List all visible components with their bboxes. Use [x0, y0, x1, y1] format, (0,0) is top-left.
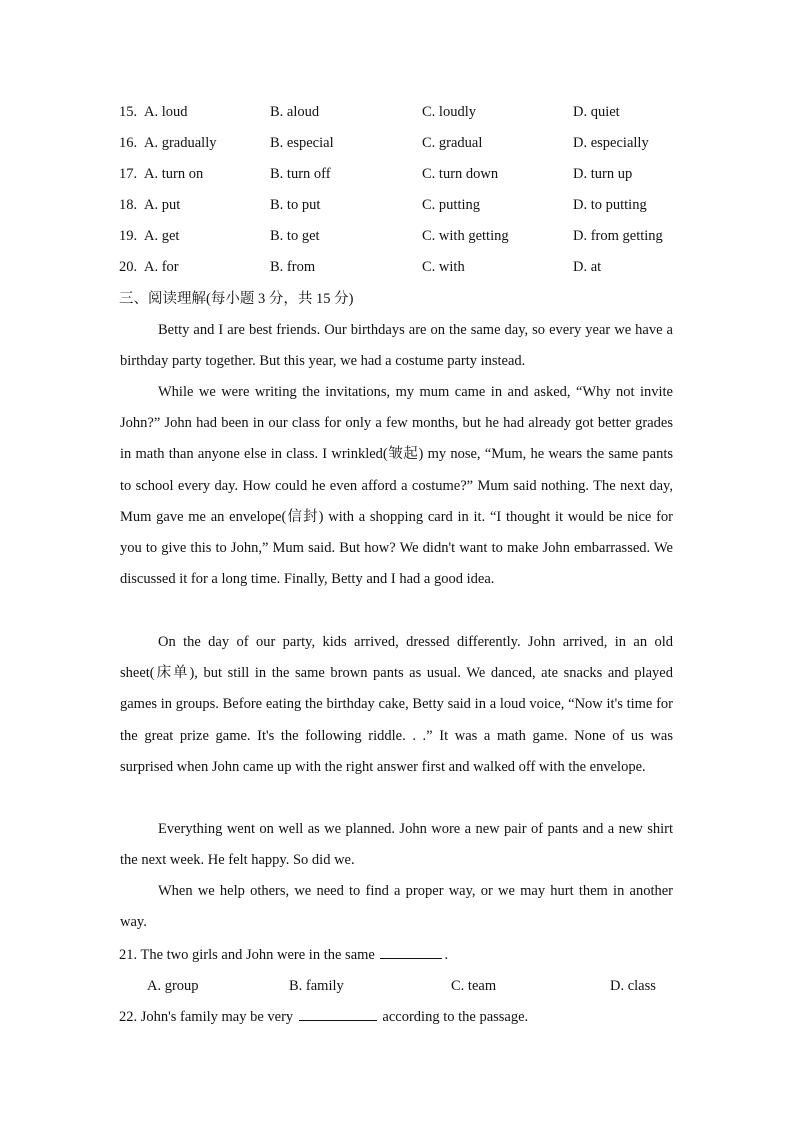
option-a: A. group	[147, 978, 199, 994]
option-c: C. loudly	[422, 104, 476, 120]
option-number: 20.	[119, 259, 138, 275]
question-21-options	[0, 975, 794, 997]
option-b: B. to put	[270, 197, 321, 213]
option-number: 18.	[119, 197, 138, 213]
option-row-19	[0, 225, 794, 247]
option-row-16	[0, 132, 794, 154]
question-21	[119, 944, 448, 966]
option-c: C. with	[422, 259, 465, 275]
option-number: 15.	[119, 104, 138, 120]
passage-paragraph-4: Everything went on well as we planned. John wore a new pair of pants and a new shirt the next week. He felt happy. So did we.	[120, 821, 673, 869]
option-a: A. get	[144, 228, 180, 244]
option-number: 17.	[119, 166, 138, 182]
option-d: D. at	[573, 259, 602, 275]
option-b: B. to get	[270, 228, 320, 244]
option-a: A. loud	[144, 104, 188, 120]
option-b: B. especial	[270, 135, 334, 151]
option-d: D. especially	[573, 135, 649, 151]
option-a: A. gradually	[144, 135, 217, 151]
question-stem: 21. The two girls and John were in the same	[119, 947, 375, 963]
answer-blank	[299, 1006, 377, 1021]
option-c: C. putting	[422, 197, 481, 213]
option-b: B. aloud	[270, 104, 320, 120]
option-row-17	[0, 163, 794, 185]
answer-blank	[380, 944, 442, 959]
question-stem: 22. John's family may be very	[119, 1009, 294, 1025]
option-b: B. from	[270, 259, 316, 275]
option-d: D. quiet	[573, 104, 620, 120]
option-number: 16.	[119, 135, 138, 151]
option-b: B. turn off	[270, 166, 331, 182]
option-a: A. for	[144, 259, 179, 275]
option-row-15	[0, 101, 794, 123]
option-number: 19.	[119, 228, 138, 244]
option-d: D. turn up	[573, 166, 633, 182]
option-c: C. turn down	[422, 166, 499, 182]
option-d: D. from getting	[573, 228, 663, 244]
passage-paragraph-3: On the day of our party, kids arrived, dressed differently. John arrived, in an old sheet(床单), but still in the same brown pants as usual. We danced, ate snacks and played games in groups. Before eating the birthday cake, Betty said in a loud voice, “Now it's time for the great prize game. It's the following riddle. . .” It was a math game. None of us was surprised when John came up with the right answer first and walked off with the envelope.	[120, 634, 673, 775]
passage-paragraph-1: Betty and I are best friends. Our birthdays are on the same day, so every year we have a birthday party together. But this year, we had a costume party instead.	[120, 322, 673, 370]
option-row-18	[0, 194, 794, 216]
option-d: D. to putting	[573, 197, 647, 213]
section-heading: 三、阅读理解(每小题 3 分，共 15 分)	[119, 291, 354, 307]
option-b: B. family	[289, 978, 344, 994]
option-c: C. gradual	[422, 135, 483, 151]
question-stem-end: .	[444, 947, 449, 963]
option-c: C. with getting	[422, 228, 509, 244]
option-row-20	[0, 256, 794, 278]
option-c: C. team	[451, 978, 497, 994]
passage-paragraph-2: While we were writing the invitations, my mum came in and asked, “Why not invite John?” John had been in our class for only a few months, but he had already got better grades in math than anyone else in class. I wrinkled(皱起) my nose, “Mum, he wears the same pants to school every day. How could he even afford a costume?” Mum said nothing. The next day, Mum gave me an envelope(信封) with a shopping card in it. “I thought it would be nice for you to give this to John,” Mum said. But how? We didn't want to make John embarrassed. We discussed it for a long time. Finally, Betty and I had a good idea.	[120, 384, 673, 588]
question-stem-end: according to the passage.	[382, 1009, 529, 1025]
option-d: D. class	[610, 978, 656, 994]
option-a: A. turn on	[144, 166, 204, 182]
passage-paragraph-5: When we help others, we need to find a proper way, or we may hurt them in another way.	[120, 883, 673, 931]
option-a: A. put	[144, 197, 181, 213]
question-22	[119, 1006, 528, 1028]
